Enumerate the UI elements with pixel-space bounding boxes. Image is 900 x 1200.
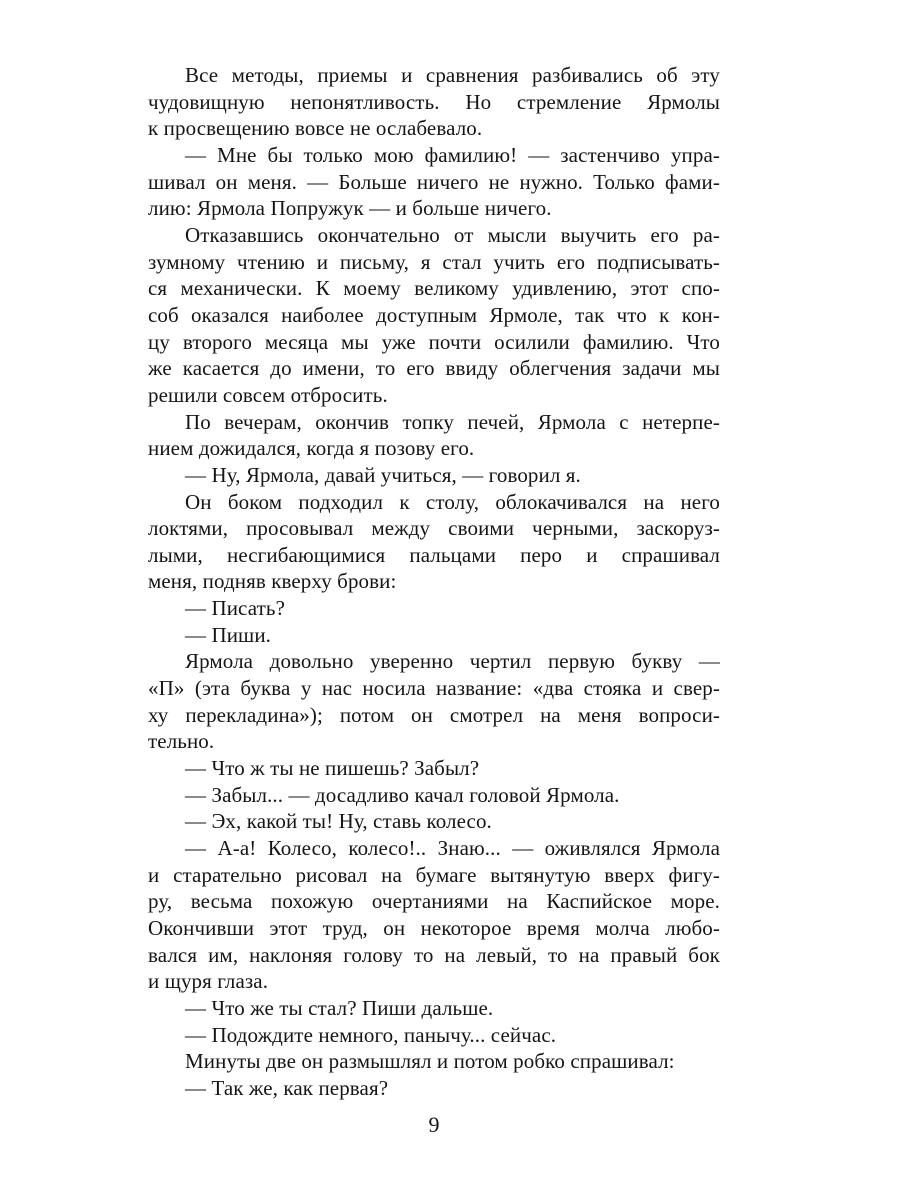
page-number: 9: [428, 1112, 440, 1137]
text-line: — Подождите немного, панычу... сейчас.: [185, 1022, 557, 1047]
text-line: ру, весьма похожую очертаниями на Каспийское море.: [148, 889, 720, 914]
text-line: — Забыл... — досадливо качал головой Ярмола.: [185, 782, 620, 807]
text-line: локтями, просовывал между своими черными, заскоруз-: [148, 516, 720, 541]
text-line: — Пиши.: [185, 622, 272, 647]
text-line: — Что же ты стал? Пиши дальше.: [185, 995, 494, 1020]
text-line: шивал он меня. — Больше ничего не нужно. Только фами-: [148, 169, 720, 194]
text-line: решили совсем отбросить.: [148, 382, 388, 407]
text-line: Он боком подходил к столу, облокачивался на него: [185, 489, 720, 514]
text-line: цу второго месяца мы уже почти осилили фамилию. Что: [148, 329, 720, 354]
text-line: вался им, наклоняя голову то на левый, то на правый бок: [148, 942, 720, 967]
text-line: — А-а! Колесо, колесо!.. Знаю... — оживлялся Ярмола: [185, 836, 720, 861]
text-line: По вечерам, окончив топку печей, Ярмола с нетерпе-: [185, 409, 720, 434]
text-line: тельно.: [148, 729, 215, 754]
text-line: Окончивши этот труд, он некоторое время молча любо-: [148, 916, 720, 940]
text-line: — Что ж ты не пишешь? Забыл?: [185, 756, 480, 781]
text-line: нием дожидался, когда я позову его.: [148, 436, 475, 461]
text-line: и старательно рисовал на бумаге вытянутую вверх фигу-: [148, 862, 720, 887]
text-line: лыми, несгибающимися пальцами перо и спрашивал: [148, 542, 720, 567]
text-line: чудовищную непонятливость. Но стремление Ярмолы: [148, 89, 720, 114]
text-line: — Так же, как первая?: [185, 1075, 389, 1100]
text-line: соб оказался наиболее доступным Ярмоле, так что к кон-: [148, 302, 720, 327]
text-line: Все методы, приемы и сравнения разбивались об эту: [185, 63, 720, 87]
text-line: ху перекладина»); потом он смотрел на меня вопроси-: [148, 702, 720, 727]
text-line: — Эх, какой ты! Ну, ставь колесо.: [185, 809, 492, 834]
text-line: к просвещению вовсе не ослабевало.: [148, 116, 483, 141]
text-line: Ярмола довольно уверенно чертил первую букву —: [185, 649, 720, 674]
text-line: — Ну, Ярмола, давай учиться, — говорил я.: [185, 462, 581, 487]
text-line: лию: Ярмола Попружук — и больше ничего.: [148, 196, 552, 221]
text-line: — Писать?: [185, 596, 285, 621]
text-line: ся механически. К моему великому удивлению, этот спо-: [148, 276, 720, 301]
text-line: же касается до имени, то его ввиду облегчения задачи мы: [148, 356, 720, 381]
text-line: Отказавшись окончательно от мысли выучить его ра-: [185, 222, 720, 247]
text-line: — Мне бы только мою фамилию! — застенчиво упра-: [185, 142, 720, 167]
text-line: Минуты две он размышлял и потом робко спрашивал:: [185, 1049, 675, 1074]
text-line: меня, подняв кверху брови:: [148, 569, 397, 594]
text-line: и щуря глаза.: [148, 969, 269, 994]
text-line: зумному чтению и письму, я стал учить его подписывать-: [148, 249, 720, 274]
text-block: [148, 62, 720, 1102]
text-line: «П» (эта буква у нас носила название: «два стояка и свер-: [148, 676, 720, 701]
